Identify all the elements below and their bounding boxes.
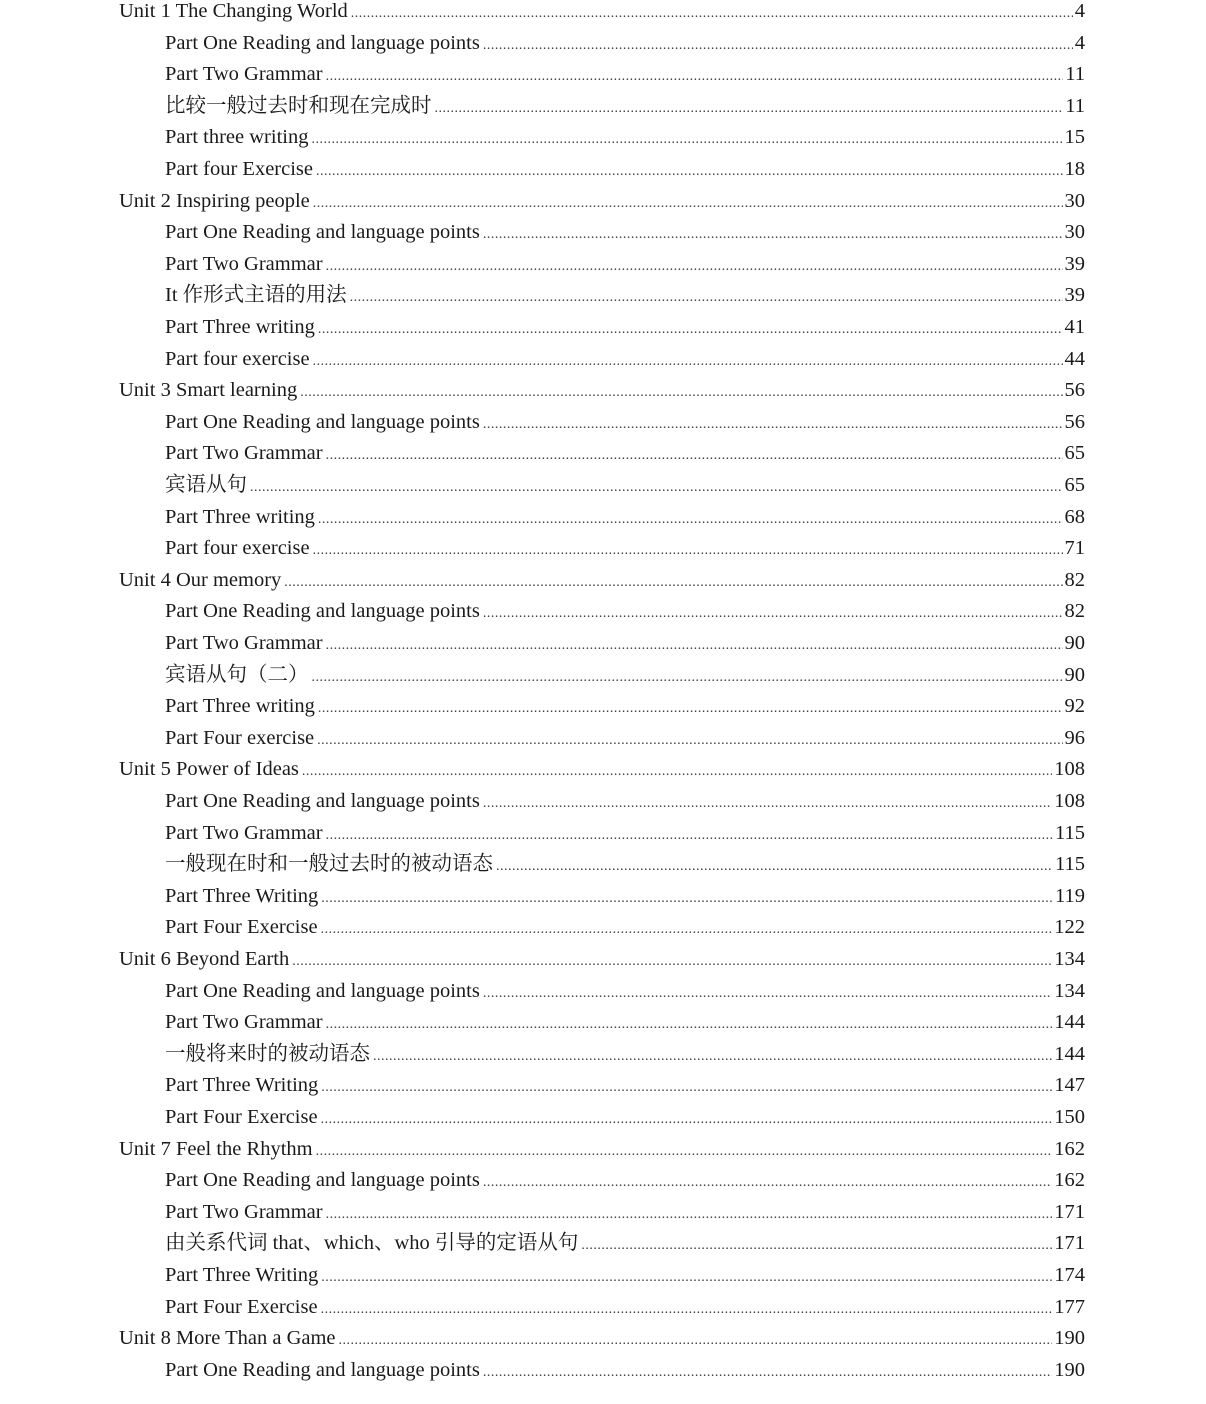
toc-entry-title: It 作形式主语的用法 [165, 284, 347, 307]
toc-dot-leader [313, 535, 1063, 566]
toc-page-number: 108 [1054, 758, 1085, 781]
toc-entry-title: Unit 2 Inspiring people [119, 189, 310, 212]
toc-page-number: 65 [1064, 442, 1085, 465]
toc-page-number: 119 [1055, 884, 1085, 907]
toc-page-number: 171 [1054, 1232, 1085, 1255]
toc-entry-title: Unit 1 The Changing World [119, 0, 348, 22]
toc-dot-leader [284, 567, 1062, 598]
toc-page-number: 44 [1064, 347, 1085, 370]
toc-page-number: 30 [1064, 189, 1085, 212]
toc-dot-leader [326, 820, 1053, 851]
toc-entry-title: Part four exercise [165, 537, 310, 560]
toc-page-number: 134 [1054, 948, 1085, 970]
toc-dot-leader [483, 978, 1052, 1009]
toc-entry-title: Part Two Grammar [165, 821, 323, 844]
toc-page-number: 18 [1064, 158, 1085, 180]
toc-dot-leader [483, 219, 1063, 250]
toc-unit-entry[interactable] [119, 944, 1085, 975]
toc-dot-leader [302, 756, 1052, 787]
toc-entry-title: Part One Reading and language points [165, 979, 480, 1002]
toc-dot-leader [300, 377, 1062, 408]
toc-entry-title: Unit 7 Feel the Rhythm [119, 1137, 313, 1160]
toc-page-number: 174 [1054, 1264, 1085, 1286]
toc-dot-leader [311, 124, 1062, 155]
toc-section-entry[interactable] [165, 1355, 1085, 1386]
toc-page-number: 68 [1064, 505, 1085, 528]
toc-dot-leader [483, 1167, 1052, 1198]
toc-page-number: 190 [1054, 1327, 1085, 1350]
toc-dot-leader [581, 1230, 1052, 1261]
toc-section-entry[interactable] [165, 786, 1085, 817]
toc-section-entry[interactable] [165, 723, 1085, 754]
toc-page-number: 92 [1064, 695, 1085, 718]
toc-section-entry[interactable] [165, 154, 1085, 185]
toc-dot-leader [321, 1104, 1053, 1135]
toc-unit-entry[interactable] [119, 0, 1085, 27]
toc-dot-leader [318, 314, 1063, 345]
toc-dot-leader [318, 504, 1063, 535]
toc-page-number: 11 [1065, 94, 1085, 117]
toc-page-number: 11 [1065, 63, 1085, 86]
toc-section-entry[interactable] [165, 596, 1085, 627]
toc-page-number: 177 [1054, 1295, 1085, 1318]
toc-section-entry[interactable] [165, 1260, 1085, 1291]
toc-entry-title: Part Two Grammar [165, 1200, 323, 1223]
toc-entry-title: Part Four Exercise [165, 916, 318, 939]
toc-dot-leader [483, 598, 1063, 629]
toc-entry-title: Part Two Grammar [165, 1011, 323, 1034]
toc-dot-leader [373, 1041, 1052, 1072]
toc-page-number: 162 [1054, 1169, 1085, 1192]
toc-entry-title: Part One Reading and language points [165, 31, 480, 54]
toc-page-number: 96 [1064, 726, 1085, 749]
toc-entry-title: Part One Reading and language points [165, 1169, 480, 1192]
toc-entry-title: 宾语从句（二） [165, 663, 309, 686]
toc-dot-leader [483, 788, 1052, 819]
toc-page-number: 15 [1064, 126, 1085, 149]
toc-section-entry[interactable] [165, 344, 1085, 375]
toc-section-entry[interactable] [165, 59, 1085, 90]
toc-entry-title: 由关系代词 that、which、who 引导的定语从句 [165, 1232, 579, 1255]
toc-dot-leader [496, 851, 1053, 882]
toc-section-entry[interactable] [165, 1197, 1085, 1228]
toc-dot-leader [317, 725, 1062, 756]
toc-section-entry[interactable] [165, 1070, 1085, 1101]
toc-unit-entry[interactable] [119, 754, 1085, 785]
toc-section-entry[interactable] [165, 1165, 1085, 1196]
page-footer-mark [597, 1396, 605, 1400]
toc-dot-leader [326, 630, 1063, 661]
toc-dot-leader [313, 346, 1063, 377]
toc-entry-title: Part Four exercise [165, 726, 315, 749]
toc-dot-leader [435, 93, 1064, 124]
toc-page-number: 30 [1064, 221, 1085, 244]
toc-section-entry[interactable] [165, 691, 1085, 722]
toc-section-entry[interactable] [165, 28, 1085, 59]
toc-dot-leader [250, 472, 1063, 503]
toc-section-entry[interactable] [165, 1007, 1085, 1038]
toc-section-entry[interactable] [165, 628, 1085, 659]
toc-entry-title: Part Two Grammar [165, 63, 323, 86]
toc-page-number: 122 [1054, 916, 1085, 939]
toc-entry-title: Unit 4 Our memory [119, 568, 282, 591]
toc-dot-leader [321, 1072, 1052, 1103]
toc-entry-title: Part Three Writing [165, 1264, 319, 1286]
toc-section-entry[interactable] [165, 1039, 1085, 1070]
toc-unit-entry[interactable] [119, 1134, 1085, 1165]
toc-dot-leader [483, 409, 1063, 440]
toc-section-entry[interactable] [165, 407, 1085, 438]
toc-page-number: 115 [1055, 853, 1085, 876]
toc-unit-entry[interactable] [119, 565, 1085, 596]
toc-page-number: 56 [1064, 379, 1085, 402]
toc-entry-title: Part One Reading and language points [165, 221, 480, 244]
toc-page-number: 108 [1054, 790, 1085, 812]
toc-entry-title: Part Three writing [165, 316, 315, 338]
toc-entry-title: Part four exercise [165, 347, 310, 370]
toc-section-entry[interactable] [165, 533, 1085, 564]
toc-section-entry[interactable] [165, 217, 1085, 248]
toc-section-entry[interactable] [165, 976, 1085, 1007]
toc-page-number: 71 [1064, 537, 1085, 560]
toc-page-number: 171 [1054, 1200, 1085, 1223]
toc-dot-leader [483, 30, 1073, 61]
toc-dot-leader [321, 914, 1053, 945]
toc-page-number: 147 [1054, 1074, 1085, 1097]
toc-dot-leader [326, 61, 1064, 92]
toc-dot-leader [321, 1262, 1052, 1293]
toc-page-number: 4 [1074, 31, 1085, 54]
toc-page-number: 82 [1064, 600, 1085, 623]
toc-entry-title: Unit 8 More Than a Game [119, 1327, 336, 1350]
toc-entry-title: Part Three writing [165, 695, 315, 718]
toc-section-entry[interactable] [165, 91, 1085, 122]
toc-dot-leader [316, 1136, 1053, 1167]
toc-entry-title: Part Three Writing [165, 1074, 319, 1097]
toc-section-entry[interactable] [165, 249, 1085, 280]
toc-section-entry[interactable] [165, 660, 1085, 691]
toc-entry-title: Unit 3 Smart learning [119, 379, 298, 402]
toc-section-entry[interactable] [165, 912, 1085, 943]
toc-entry-title: 宾语从句 [165, 474, 247, 496]
toc-section-entry[interactable] [165, 312, 1085, 343]
toc-entry-title: Part One Reading and language points [165, 790, 480, 812]
toc-dot-leader [326, 1009, 1053, 1040]
toc-entry-title: Part One Reading and language points [165, 1358, 480, 1381]
toc-dot-leader [326, 251, 1063, 282]
toc-section-entry[interactable] [165, 818, 1085, 849]
toc-dot-leader [321, 883, 1053, 914]
toc-unit-entry[interactable] [119, 1323, 1085, 1354]
toc-page-number: 39 [1064, 284, 1085, 307]
toc-dot-leader [292, 946, 1052, 977]
toc-page-number: 39 [1064, 252, 1085, 275]
toc-dot-leader [313, 188, 1063, 219]
toc-entry-title: Part Three writing [165, 505, 315, 528]
toc-entry-title: 一般现在时和一般过去时的被动语态 [165, 853, 493, 876]
toc-page-number: 82 [1064, 568, 1085, 591]
toc-page-number: 56 [1064, 410, 1085, 433]
toc-entry-title: Part Two Grammar [165, 442, 323, 465]
toc-dot-leader [339, 1325, 1053, 1356]
toc-page-number: 4 [1074, 0, 1085, 22]
toc-page-number: 144 [1054, 1011, 1085, 1034]
toc-page-number: 144 [1054, 1042, 1085, 1065]
toc-entry-title: Part One Reading and language points [165, 410, 480, 433]
toc-dot-leader [318, 693, 1063, 724]
toc-page-number: 65 [1064, 474, 1085, 496]
toc-dot-leader [326, 440, 1063, 471]
toc-page-number: 134 [1054, 979, 1085, 1002]
toc-dot-leader [312, 662, 1063, 693]
toc-dot-leader [351, 0, 1073, 29]
toc-unit-entry[interactable] [119, 375, 1085, 406]
toc-page-number: 90 [1064, 663, 1085, 686]
toc-dot-leader [350, 282, 1063, 313]
toc-section-entry[interactable] [165, 470, 1085, 501]
toc-entry-title: Part Three Writing [165, 884, 319, 907]
toc-page-number: 41 [1064, 316, 1085, 338]
toc-entry-title: Part One Reading and language points [165, 600, 480, 623]
toc-entry-title: Unit 5 Power of Ideas [119, 758, 299, 781]
toc-entry-title: Part four Exercise [165, 158, 313, 180]
toc-section-entry[interactable] [165, 881, 1085, 912]
toc-page-number: 115 [1055, 821, 1085, 844]
toc-dot-leader [326, 1199, 1053, 1230]
toc-page-number: 190 [1054, 1358, 1085, 1381]
toc-unit-entry[interactable] [119, 186, 1085, 217]
toc-entry-title: 比较一般过去时和现在完成时 [165, 94, 432, 117]
toc-section-entry[interactable] [165, 1228, 1085, 1259]
toc-entry-title: Part three writing [165, 126, 309, 149]
toc-page-number: 162 [1054, 1137, 1085, 1160]
toc-entry-title: Unit 6 Beyond Earth [119, 948, 290, 970]
toc-section-entry[interactable] [165, 1292, 1085, 1323]
toc-page-number: 150 [1054, 1106, 1085, 1128]
toc-entry-title: Part Four Exercise [165, 1106, 318, 1128]
toc-dot-leader [316, 156, 1063, 187]
toc-entry-title: 一般将来时的被动语态 [165, 1042, 370, 1065]
toc-entry-title: Part Two Grammar [165, 632, 323, 654]
toc-dot-leader [321, 1294, 1053, 1325]
toc-section-entry[interactable] [165, 849, 1085, 880]
toc-entry-title: Part Four Exercise [165, 1295, 318, 1318]
toc-section-entry[interactable] [165, 122, 1085, 153]
toc-dot-leader [483, 1357, 1052, 1388]
toc-page-number: 90 [1064, 632, 1085, 654]
toc-section-entry[interactable] [165, 438, 1085, 469]
toc-section-entry[interactable] [165, 502, 1085, 533]
toc-section-entry[interactable] [165, 280, 1085, 311]
toc-entry-title: Part Two Grammar [165, 252, 323, 275]
toc-section-entry[interactable] [165, 1102, 1085, 1133]
